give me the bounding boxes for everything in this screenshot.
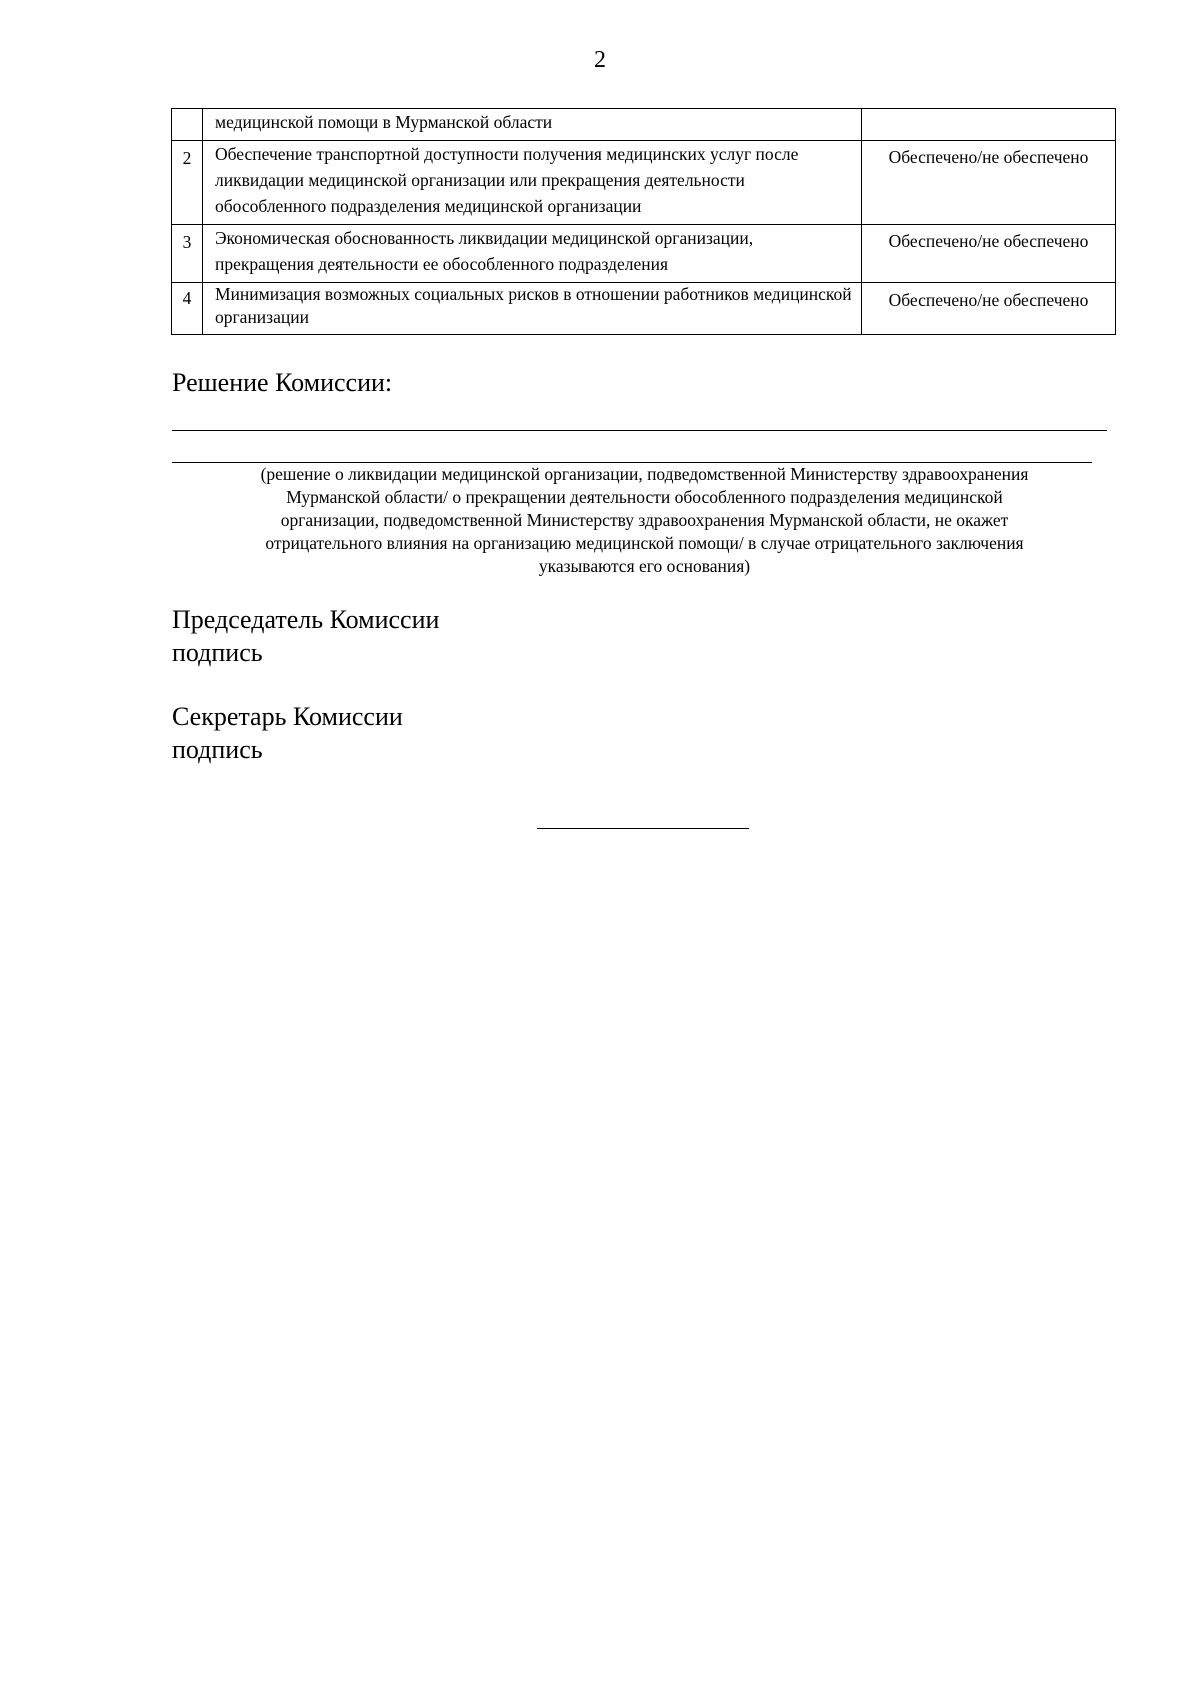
document-end-divider	[537, 828, 749, 829]
decision-fill-line	[172, 430, 1107, 431]
decision-note-line: организации, подведомственной Министерству здравоохранения Мурманской области, не окажет	[280, 510, 1009, 530]
chair-signature-label: подпись	[172, 638, 263, 667]
secretary-title: Секретарь Комиссии	[172, 702, 403, 731]
decision-note-line: отрицательного влияния на организацию медицинской помощи/ в случае отрицательного заключения	[265, 533, 1024, 553]
status-text: Обеспечено/не обеспечено	[862, 225, 1116, 283]
secretary-signature-block	[172, 700, 403, 766]
row-number: 2	[172, 141, 203, 225]
row-number	[172, 109, 203, 141]
table-row	[172, 141, 1116, 225]
status-text	[862, 109, 1116, 141]
decision-note-line: Мурманской области/ о прекращении деятельности обособленного подразделения медицинской	[286, 487, 1003, 507]
decision-heading: Решение Комиссии:	[172, 368, 393, 397]
decision-note	[172, 463, 1117, 578]
table-row	[172, 225, 1116, 283]
decision-note-line: (решение о ликвидации медицинской организации, подведомственной Министерству здравоохранения	[260, 464, 1029, 484]
status-text: Обеспечено/не обеспечено	[862, 283, 1116, 335]
table-row	[172, 109, 1116, 141]
table-row	[172, 283, 1116, 335]
row-number: 3	[172, 225, 203, 283]
page-number: 2	[594, 47, 606, 73]
chair-title: Председатель Комиссии	[172, 605, 440, 634]
decision-note-line: указываются его основания)	[538, 556, 751, 576]
criteria-table	[171, 108, 1116, 335]
criterion-text: Минимизация возможных социальных рисков в отношении работников медицинской организации	[203, 283, 862, 335]
criterion-text: Экономическая обоснованность ликвидации медицинской организации, прекращения деятельности ее обособленного подразделения	[203, 225, 862, 283]
row-number: 4	[172, 283, 203, 335]
secretary-signature-label: подпись	[172, 735, 263, 764]
chair-signature-block	[172, 603, 439, 669]
criterion-text: Обеспечение транспортной доступности получения медицинских услуг после ликвидации медицинской организации или прекращения деятельности обособленного подразделения медицинской организации	[203, 141, 862, 225]
criterion-text: медицинской помощи в Мурманской области	[203, 109, 862, 141]
status-text: Обеспечено/не обеспечено	[862, 141, 1116, 225]
